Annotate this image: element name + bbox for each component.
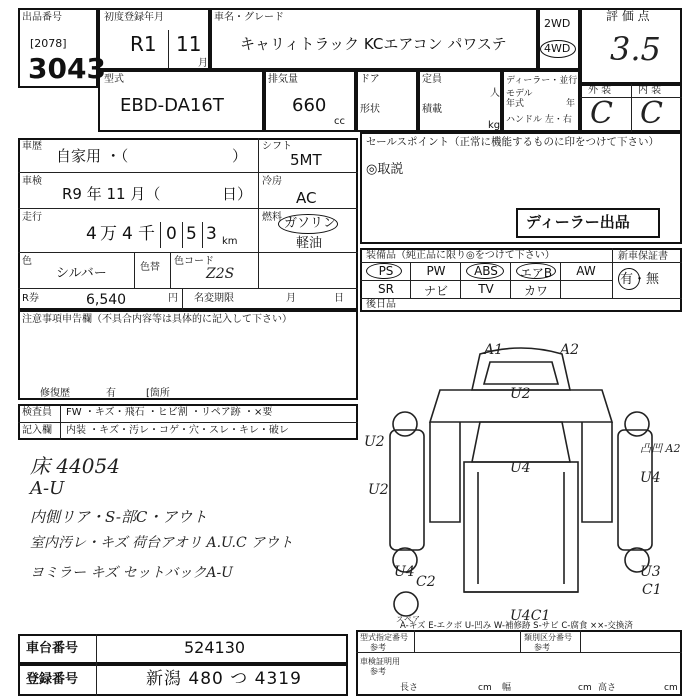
name-change-label: 名変期限	[194, 293, 234, 304]
equipment-label: 装備品（純正品に限り◎をつけて下さい）	[366, 250, 555, 261]
fuel-label: 燃料	[262, 212, 282, 223]
inspection-day-unit: 日）	[222, 185, 253, 203]
model-year-label: モデル	[506, 89, 533, 99]
handwritten-line-4: 室内汚レ・キズ 荷台アオリ A.U.C アウト	[30, 535, 294, 551]
mark-u2-mid: U2	[368, 482, 389, 498]
displacement-unit: cc	[334, 116, 345, 127]
history-value: 自家用 ・（	[56, 147, 129, 165]
inspection-value: R9 年 11 月（	[62, 185, 161, 203]
color-code-label: 色コード	[174, 256, 214, 267]
exterior-grade: C	[590, 96, 613, 131]
height-unit: cm	[664, 683, 678, 693]
exterior-label: 外 装	[588, 85, 612, 96]
equip-aw: AW	[576, 264, 596, 278]
shift-value: 5MT	[290, 151, 322, 169]
drive-2wd: 2WD	[544, 17, 571, 30]
drive-4wd: 4WD	[544, 42, 571, 55]
inspector-items: FW ・キズ・飛石 ・ヒビ割 ・リペア跡 ・×要	[66, 407, 273, 418]
equip-sr: SR	[378, 282, 394, 296]
designation-ref: 参考	[370, 643, 386, 652]
sales-manual: ◎取説	[366, 162, 404, 177]
entry-items: 内装 ・キズ・汚レ・コゲ・穴・スレ・キレ・破レ	[66, 425, 289, 436]
model-year-sub: 年式	[506, 99, 525, 109]
width-label: 幅	[502, 683, 512, 693]
class-ref: 参考	[534, 643, 550, 652]
spare-label: スペア	[396, 615, 420, 624]
capacity-unit: 人	[490, 88, 500, 99]
shift-label: シフト	[262, 141, 292, 152]
equip-airbag-circle	[516, 263, 556, 279]
dealer-stamp: ディーラー出品	[526, 213, 630, 231]
recycle-value: 6,540	[86, 292, 127, 308]
handwritten-line-3: 内側リア・S-部C・アウト	[30, 508, 208, 526]
repair-location-label: [箇所	[146, 388, 170, 399]
length-unit: cm	[478, 683, 492, 693]
inspection-label: 車検	[22, 176, 42, 187]
color-label: 色	[22, 256, 32, 267]
repair-history-value: 有	[106, 388, 116, 399]
mileage-unit: km	[222, 236, 238, 247]
first-registration-label: 初度登録年月	[104, 12, 164, 23]
name-change-day: 日	[334, 293, 344, 304]
cooler-label: 冷房	[262, 176, 282, 187]
first-registration-era: R1	[130, 32, 157, 56]
equip-airbag: エアB	[519, 266, 553, 280]
load-unit: kg	[488, 120, 501, 131]
handwritten-line-5: ヨミラー キズ セットバックA-U	[30, 565, 233, 581]
mileage-digit-3: 3	[206, 224, 217, 244]
equip-ps: PS	[378, 264, 394, 278]
certificate-ref: 参考	[370, 667, 386, 676]
model-grade-value: キャリィトラック KCエアコン パワステ	[240, 35, 507, 53]
mark-u2-left: U2	[364, 434, 385, 450]
warranty-yes-circle	[618, 268, 640, 290]
width-unit: cm	[578, 683, 592, 693]
height-label: 高さ	[598, 683, 617, 693]
mark-u4-right: U4	[640, 470, 661, 486]
mileage-digit-2: 5	[186, 224, 197, 244]
first-registration-month: 11	[176, 32, 202, 56]
chassis-label: 車台番号	[26, 641, 79, 656]
mark-u4-left: U4	[394, 564, 415, 580]
recycle-label: R券	[22, 293, 39, 304]
registration-value: 新潟 480 つ 4319	[146, 669, 302, 689]
repair-history-label: 修復歴	[40, 388, 70, 399]
mark-c1: C1	[642, 582, 662, 598]
designation-label: 型式指定番号	[360, 633, 408, 642]
sales-point-label: セールスポイント（正常に機能するものに印をつけて下さい）	[366, 136, 660, 148]
damage-legend: A-キズ E-エクボ U-凹み W-補修跡 S-サビ C-腐食 ××-交換済	[400, 621, 633, 631]
chassis-value: 524130	[184, 638, 246, 657]
mileage-man-unit: 万	[100, 224, 117, 244]
color-change-label: 色替	[140, 262, 160, 273]
listing-sub-number: [2078]	[30, 37, 67, 50]
equip-pw: PW	[426, 264, 446, 278]
cooler-value: AC	[296, 189, 317, 207]
class-label: 類別区分番号	[524, 633, 572, 642]
equip-ps-circle	[366, 263, 402, 279]
history-label: 車歴	[22, 141, 42, 152]
history-paren-close: ）	[232, 147, 248, 165]
load-label: 積載	[422, 104, 442, 115]
mileage-sen-unit: 千	[138, 224, 155, 244]
mark-u2-top: U2	[510, 386, 531, 402]
year-unit: 年	[566, 99, 576, 109]
name-change-month: 月	[286, 293, 296, 304]
mileage-label: 走行	[22, 212, 42, 223]
mark-dent-a2: 凸凹 A2	[640, 442, 681, 455]
handle-label: ハンドル 左・右	[506, 115, 572, 125]
model-grade-label: 車名・グレード	[214, 12, 284, 23]
mileage-man: 4	[86, 224, 97, 244]
listing-number: 3043	[28, 52, 106, 85]
later-items-label: 後日品	[366, 299, 396, 310]
interior-grade: C	[640, 96, 663, 131]
entry-label: 記入欄	[22, 425, 52, 436]
mark-a1: A1	[484, 342, 504, 358]
equip-abs-circle	[466, 263, 504, 279]
type-label: 型式	[104, 74, 124, 85]
handwritten-line-1: 床 44054	[30, 454, 120, 478]
mileage-sen: 4	[122, 224, 133, 244]
warranty-value: 有・無	[620, 272, 660, 287]
recycle-unit: 円	[168, 293, 178, 304]
rating-value: 3.5	[610, 30, 661, 68]
color-value: シルバー	[56, 266, 107, 281]
door-label: ドア	[360, 74, 380, 85]
registration-label: 登録番号	[26, 672, 79, 687]
rating-label: 評 価 点	[606, 9, 650, 23]
listing-number-label: 出品番号	[22, 12, 62, 23]
mark-a2: A2	[560, 342, 580, 358]
displacement-value: 660	[292, 95, 327, 116]
handwritten-line-2: A-U	[30, 478, 65, 499]
color-code: Z2S	[206, 266, 235, 282]
notes-label: 注意事項申告欄（不具合内容等は具体的に記入して下さい）	[22, 314, 292, 325]
certificate-label: 車検証明用	[360, 657, 400, 666]
fuel-gas: ガソリン	[284, 216, 337, 231]
capacity-label: 定員	[422, 74, 442, 85]
mark-c2: C2	[416, 574, 436, 590]
type-value: EBD-DA16T	[120, 95, 224, 116]
mark-u3: U3	[640, 564, 661, 580]
inspector-label: 検査員	[22, 407, 52, 418]
interior-label: 内 装	[638, 85, 662, 96]
month-unit: 月	[198, 58, 208, 69]
length-label: 長さ	[400, 683, 419, 693]
equip-abs: ABS	[474, 264, 498, 278]
displacement-label: 排気量	[268, 74, 298, 85]
equip-tv: TV	[478, 282, 494, 296]
equip-navi: ナビ	[423, 284, 448, 298]
vehicle-diagram	[360, 312, 682, 624]
mark-u4-center: U4	[510, 460, 531, 476]
mileage-digit-1: 0	[166, 224, 177, 244]
fuel-light-oil: 軽油	[296, 236, 323, 251]
equip-leather: カワ	[523, 284, 548, 298]
warranty-label: 新車保証書	[618, 251, 668, 262]
shape-label: 形状	[360, 104, 380, 115]
mark-u4c1: U4C1	[510, 608, 551, 624]
dealer-parallel: ディーラー・並行	[506, 76, 578, 86]
